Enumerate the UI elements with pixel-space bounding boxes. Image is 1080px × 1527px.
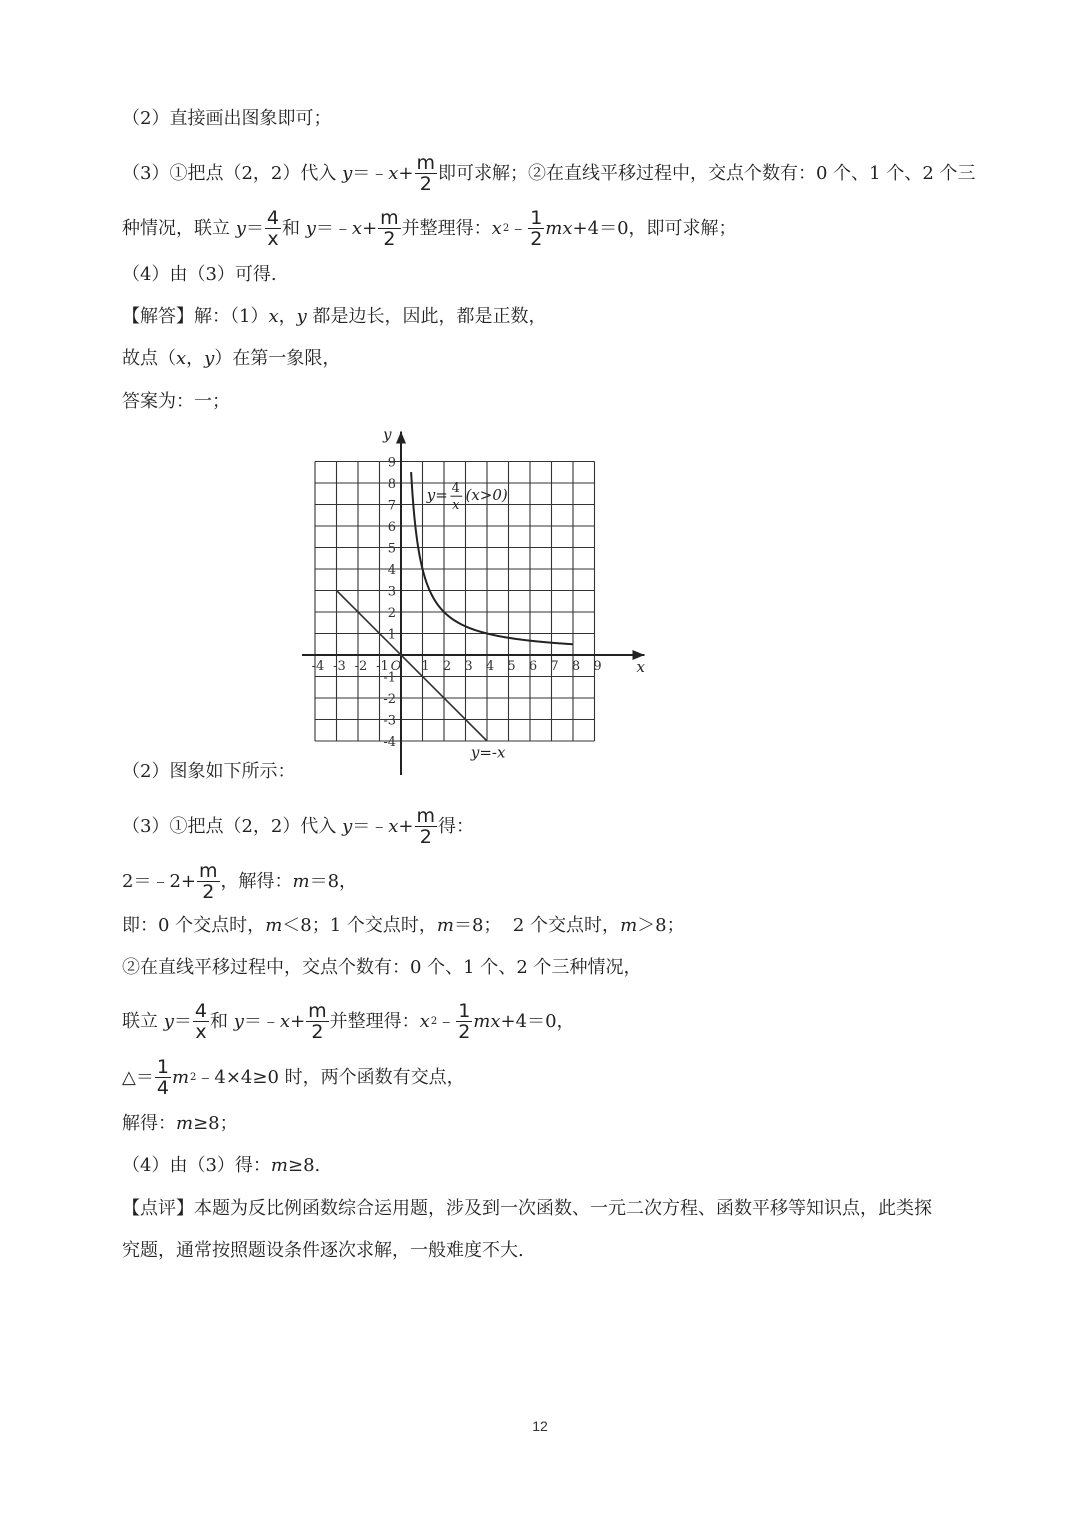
text: ≥8. <box>287 1155 321 1176</box>
text: ＝8； 2 个交点时， <box>453 915 621 936</box>
numerator: m <box>416 152 436 174</box>
text: 种情况，联立 <box>122 217 236 239</box>
text-line <box>122 153 976 194</box>
fraction <box>155 1057 171 1098</box>
text: ②在直线平移过程中，交点个数有：0 个、1 个、2 个三种情况， <box>122 957 642 978</box>
y-tick-label: -1 <box>383 670 396 686</box>
y-tick-label: -4 <box>383 735 396 750</box>
variable: x <box>351 217 363 239</box>
y-tick-label: 1 <box>387 627 396 643</box>
text: + <box>398 815 414 837</box>
text: （2）图象如下所示： <box>122 761 296 782</box>
text: （4）由（3）可得. <box>122 264 277 285</box>
exponent: 2 <box>502 222 510 234</box>
x-tick-label: -2 <box>354 659 368 674</box>
page-number: 12 <box>532 1418 548 1434</box>
variable: x <box>491 217 502 239</box>
text-line <box>122 806 474 847</box>
text: ﹣ <box>437 1010 456 1032</box>
text: 即可求解；②在直线平移过程中，交点个数有：0 个、1 个、2 个三 <box>438 162 976 184</box>
text: +4＝0， <box>500 1010 575 1032</box>
text: （4）由（3）得： <box>122 1155 271 1176</box>
text: （3）①把点（2，2）代入 <box>122 162 343 184</box>
text: ﹣ <box>509 217 528 239</box>
y-tick-label: 8 <box>387 477 396 492</box>
text-line <box>122 861 357 902</box>
y-tick-label: 5 <box>387 541 396 557</box>
y-tick-label: 7 <box>387 498 396 514</box>
y-tick-label: 6 <box>387 520 396 535</box>
denominator: x <box>195 1021 207 1043</box>
x-tick-label: 8 <box>571 659 581 674</box>
variable: x <box>176 348 187 369</box>
y-tick-label: 2 <box>387 606 396 621</box>
x-tick-label: -1 <box>376 659 389 674</box>
text: ，解得： <box>220 870 293 892</box>
text: ≥8； <box>193 1113 238 1134</box>
fraction <box>197 861 220 902</box>
text: + <box>398 162 414 184</box>
denominator: x <box>267 228 279 250</box>
numerator: m <box>380 207 399 229</box>
text: ﹣4×4≥0 时，两个函数有交点， <box>196 1066 465 1088</box>
x-tick-label: 4 <box>485 659 495 674</box>
text: （2）直接画出图象即可； <box>122 108 332 129</box>
denominator: 2 <box>419 826 432 848</box>
fraction <box>193 1001 209 1042</box>
denominator: 2 <box>530 228 543 250</box>
text: ＞8； <box>637 915 685 936</box>
y-axis-arrow <box>396 432 406 444</box>
variable: m <box>265 915 283 936</box>
text: ＜8；1 个交点时， <box>282 915 437 936</box>
curve-label-suffix: (x>0) <box>465 486 508 505</box>
text-line <box>122 346 340 372</box>
text: + <box>362 217 378 239</box>
x-tick-label: O <box>390 659 402 674</box>
function-graph <box>298 425 658 780</box>
variable: y <box>204 348 215 369</box>
exponent: 2 <box>190 1071 197 1083</box>
text: 解：（1） <box>194 306 269 327</box>
denominator: 2 <box>383 228 396 250</box>
text: 究题，通常按照题设条件逐次求解，一般难度不大. <box>122 1240 524 1261</box>
text: 解得： <box>122 1113 176 1134</box>
text: 本题为反比例函数综合运用题，涉及到一次函数、一元二次方程、函数平移等知识点，此类探 <box>194 1198 932 1219</box>
section-tag: 【解答】 <box>122 306 194 327</box>
exponent: 2 <box>430 1015 438 1027</box>
x-tick-label: 6 <box>528 659 538 674</box>
text-line <box>122 1001 575 1042</box>
x-tick-label: 3 <box>464 659 473 674</box>
variable: m <box>436 915 454 936</box>
text: ， <box>186 348 205 369</box>
curve-label-denominator: x <box>452 498 460 514</box>
variable: m <box>292 870 310 892</box>
variable: mx <box>473 1010 501 1032</box>
x-tick-label: 7 <box>550 659 559 674</box>
y-tick-label: 3 <box>387 584 396 600</box>
text: + <box>290 1010 306 1032</box>
fraction <box>378 208 401 249</box>
text: 答案为：一； <box>122 391 230 412</box>
x-tick-label: 1 <box>421 659 430 674</box>
variable: y <box>233 1010 244 1032</box>
text: （3）①把点（2，2）代入 <box>122 815 343 837</box>
text: +4＝0，即可求解； <box>572 217 737 239</box>
x-tick-label: 5 <box>507 659 516 674</box>
text-line <box>122 1153 320 1179</box>
text: 得： <box>438 815 475 837</box>
section-tag: 【点评】 <box>122 1198 194 1219</box>
variable: x <box>268 306 279 327</box>
x-tick-label: -4 <box>311 659 325 674</box>
variable: y <box>296 306 307 327</box>
variable: m <box>171 1066 190 1088</box>
text-line <box>122 262 277 288</box>
variable: y <box>163 1010 174 1032</box>
text-line <box>122 1196 932 1222</box>
x-tick-label: 9 <box>593 659 602 674</box>
denominator: 4 <box>156 1077 169 1099</box>
text: ， <box>278 306 297 327</box>
denominator: 2 <box>311 1021 324 1043</box>
variable: x <box>388 815 399 837</box>
text-line <box>122 955 642 981</box>
numerator: 4 <box>266 207 279 229</box>
curve-label-numerator: 4 <box>451 481 460 497</box>
y-axis-label: y <box>383 425 392 444</box>
text: ＝﹣ <box>352 162 389 184</box>
text: ＝ <box>245 217 264 239</box>
text: ）在第一象限， <box>214 348 341 369</box>
x-tick-label: -3 <box>333 659 346 674</box>
y-tick-label: -3 <box>383 713 396 729</box>
variable: x <box>419 1010 430 1032</box>
text-line <box>122 304 547 330</box>
text: 并整理得： <box>401 217 492 239</box>
text: ＝8， <box>309 870 358 892</box>
text-line <box>122 106 331 132</box>
variable: y <box>305 217 316 239</box>
y-tick-label: 4 <box>387 563 396 578</box>
variable: m <box>620 915 638 936</box>
fraction <box>306 1001 329 1042</box>
denominator: 2 <box>202 881 215 903</box>
variable: m <box>176 1113 194 1134</box>
text-line <box>122 759 295 785</box>
text: ＝﹣ <box>243 1010 280 1032</box>
variable: mx <box>545 217 573 239</box>
variable: x <box>388 162 399 184</box>
text: △＝ <box>122 1066 154 1088</box>
text: 和 <box>282 217 306 239</box>
text-line <box>122 913 685 939</box>
text: 都是边长，因此，都是正数， <box>306 306 547 327</box>
x-tick-label: 2 <box>442 659 452 674</box>
variable: m <box>270 1155 288 1176</box>
numerator: 4 <box>194 1000 207 1022</box>
text-line <box>122 1057 465 1098</box>
fraction <box>265 208 281 249</box>
text: ＝﹣ <box>315 217 352 239</box>
variable: y <box>342 815 353 837</box>
curve-label-prefix: y= <box>426 486 448 505</box>
text: ＝﹣ <box>352 815 389 837</box>
text-line <box>122 389 230 415</box>
y-tick-label: 9 <box>387 455 396 471</box>
numerator: 1 <box>156 1056 169 1078</box>
text: 2＝﹣2+ <box>122 870 196 892</box>
denominator: 2 <box>419 173 432 195</box>
fraction <box>528 208 544 249</box>
text: ＝ <box>173 1010 192 1032</box>
numerator: 1 <box>458 1000 471 1022</box>
numerator: m <box>308 1000 327 1022</box>
text-line <box>122 1111 238 1137</box>
text-line <box>122 1238 524 1264</box>
text: 和 <box>210 1010 234 1032</box>
text: 故点（ <box>122 348 176 369</box>
numerator: 1 <box>530 207 543 229</box>
fraction <box>415 153 438 194</box>
line-label: y=-x <box>470 743 506 762</box>
variable: y <box>235 217 246 239</box>
text: 联立 <box>122 1010 164 1032</box>
text: 即：0 个交点时， <box>122 915 266 936</box>
text-line <box>122 208 737 249</box>
fraction <box>456 1001 472 1042</box>
variable: x <box>279 1010 291 1032</box>
variable: y <box>342 162 353 184</box>
numerator: m <box>199 860 218 882</box>
y-tick-label: -2 <box>383 692 396 707</box>
fraction <box>415 806 438 847</box>
text: 并整理得： <box>329 1010 420 1032</box>
denominator: 2 <box>458 1021 471 1043</box>
x-axis-label: x <box>636 658 645 676</box>
numerator: m <box>416 805 436 827</box>
